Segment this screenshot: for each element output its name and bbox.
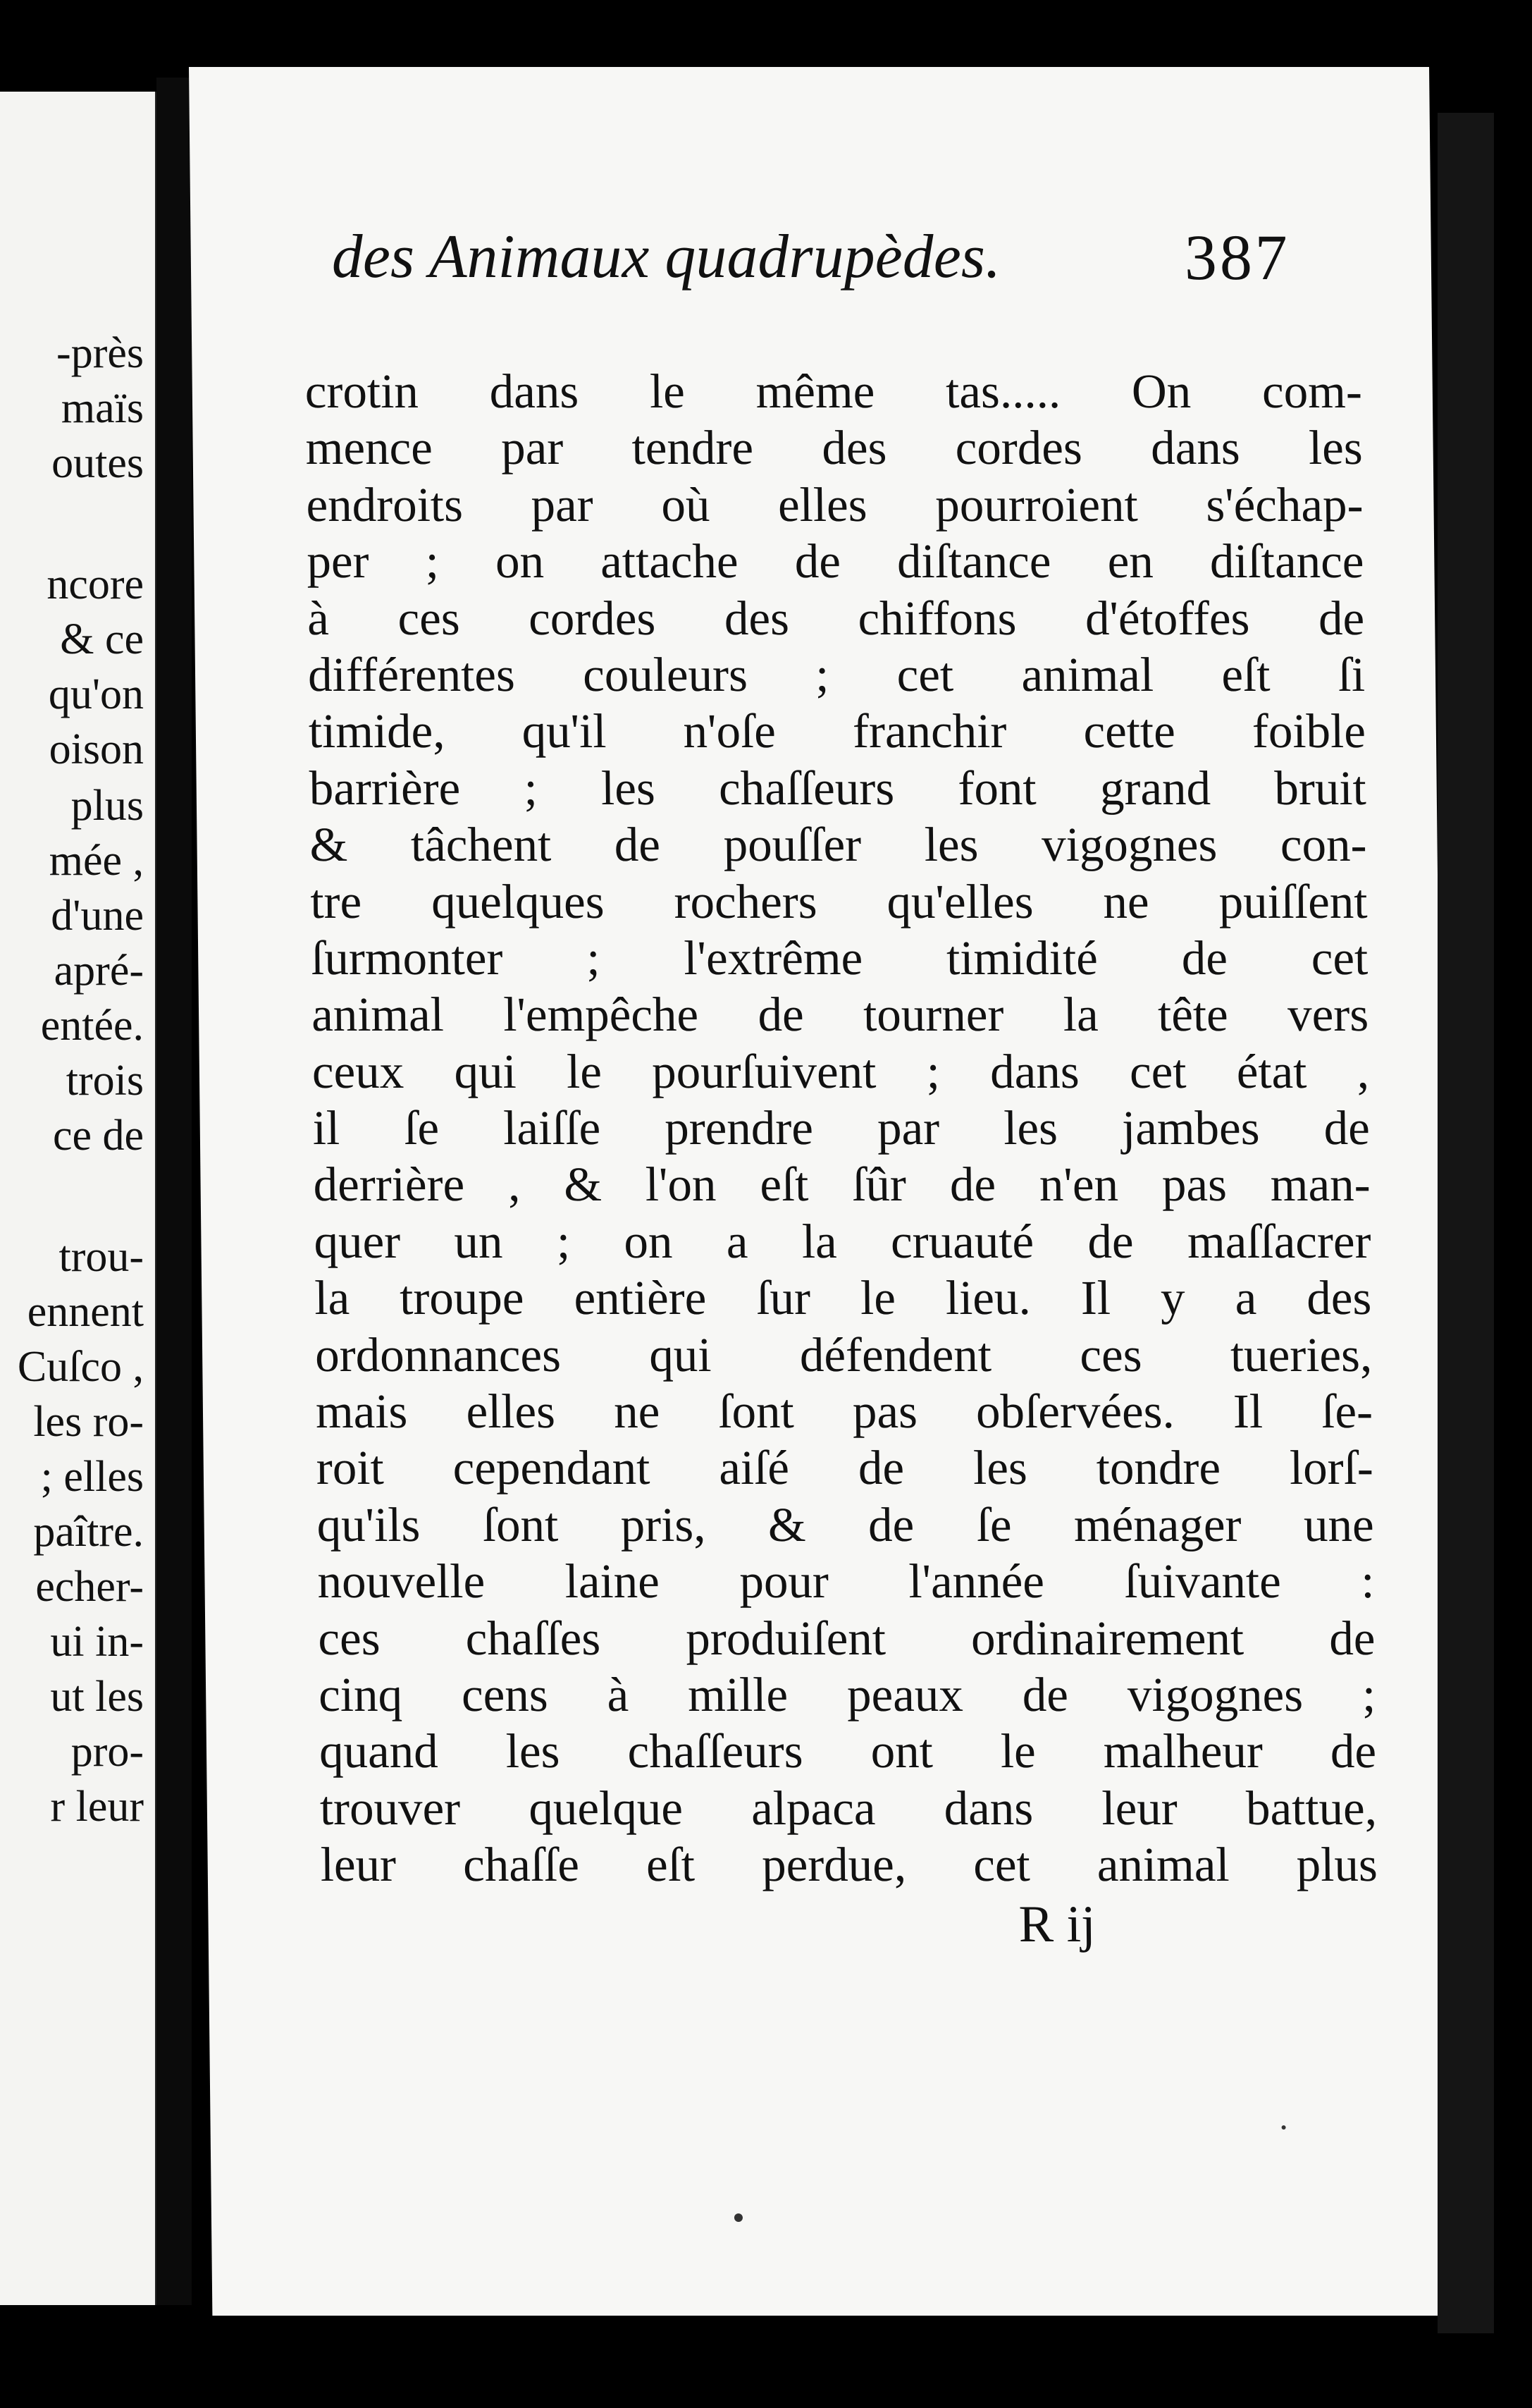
text-line: ces chaſſes produiſent ordinairement de — [317, 1611, 1376, 1665]
text-line: différentes couleurs ; cet animal eſt ſi — [307, 647, 1366, 701]
text-line: à ces cordes des chiffons d'étoffes de — [307, 591, 1365, 645]
book-gutter — [156, 78, 192, 2305]
text-line: & tâchent de pouſſer les vigognes con- — [309, 818, 1367, 872]
page-number: 387 — [1184, 221, 1291, 293]
left-page-line: echer- — [35, 1563, 144, 1611]
running-head — [331, 219, 1389, 296]
text-line: quer un ; on a la cruauté de maſſacrer — [314, 1214, 1371, 1268]
text-line: endroits par où elles pourroient s'échap- — [306, 477, 1364, 532]
text-line: timide, qu'il n'oſe franchir cette foible — [308, 704, 1366, 758]
left-page-line: oison — [49, 725, 144, 773]
left-page-line: ce de — [52, 1112, 144, 1160]
left-page-line: trois — [66, 1057, 144, 1105]
left-page-line: ennent — [27, 1288, 144, 1336]
text-line: barrière ; les chaſſeurs font grand bruit — [309, 761, 1367, 815]
text-line: la troupe entière ſur le lieu. Il y a des — [314, 1271, 1372, 1325]
text-line: mais elles ne ſont pas obſervées. Il ſe- — [315, 1384, 1373, 1439]
text-line: nouvelle laine pour l'année ſuivante : — [317, 1554, 1375, 1609]
left-page-line: ncore — [47, 560, 144, 608]
left-page-line: entée. — [40, 1002, 144, 1050]
text-line: il ſe laiſſe prendre par les jambes de — [312, 1101, 1371, 1155]
text-line: animal l'empêche de tourner la tête vers — [311, 988, 1369, 1042]
ink-speck — [1282, 2125, 1286, 2130]
left-page-line: ui in- — [50, 1618, 144, 1666]
text-line: ceux qui le pourſuivent ; dans cet état , — [311, 1044, 1370, 1098]
text-line: roit cependant aiſé de les tondre lorſ- — [316, 1441, 1374, 1495]
left-page-line: ; elles — [40, 1453, 144, 1501]
left-page-line: Cuſco , — [17, 1343, 144, 1391]
body-text — [304, 363, 1378, 1893]
text-line: ſurmonter ; l'extrême timidité de cet — [310, 930, 1369, 985]
text-line: leur chaſſe eſt perdue, cet animal plus — [320, 1838, 1378, 1892]
text-line: crotin dans le même tas..... On com- — [304, 364, 1363, 418]
left-facing-page — [0, 92, 159, 2305]
main-page — [189, 67, 1452, 2316]
text-line: mence par tendre des cordes dans les — [305, 421, 1364, 475]
left-page-line: les ro- — [33, 1398, 144, 1446]
left-page-line: mée , — [49, 837, 144, 885]
left-page-line: plus — [70, 782, 144, 830]
running-head-title: des Animaux quadrupèdes. — [331, 223, 1001, 291]
text-line: trouver quelque alpaca dans leur battue, — [319, 1781, 1378, 1835]
left-page-line: apré- — [54, 947, 144, 995]
page-edge-shadow — [1438, 113, 1494, 2333]
left-page-line: & ce — [60, 615, 144, 663]
left-page-line: maïs — [61, 384, 144, 432]
signature-mark: R ij — [1018, 1896, 1097, 1953]
text-line: derrière , & l'on eſt ſûr de n'en pas man- — [313, 1157, 1371, 1212]
left-page-line: outes — [51, 439, 144, 487]
left-page-line: qu'on — [48, 670, 144, 718]
left-page-line: d'une — [51, 892, 144, 940]
left-page-line: ut les — [50, 1673, 144, 1721]
text-line: ordonnances qui défendent ces tueries, — [314, 1327, 1373, 1382]
text-line: qu'ils ſont pris, & de ſe ménager une — [316, 1497, 1375, 1552]
text-line: per ; on attache de diſtance en diſtance — [306, 534, 1364, 589]
text-line: tre quelques rochers qu'elles ne puiſſent — [309, 874, 1368, 928]
text-line: cinq cens à mille peaux de vigognes ; — [318, 1667, 1376, 1721]
left-page-line: -près — [56, 329, 144, 377]
left-page-line: r leur — [50, 1783, 144, 1831]
left-page-line: paître. — [33, 1508, 144, 1556]
left-page-line: trou- — [58, 1233, 144, 1281]
ink-speck — [734, 2213, 743, 2222]
text-line: quand les chaſſeurs ont le malheur de — [319, 1724, 1377, 1779]
left-page-line: pro- — [70, 1728, 144, 1776]
